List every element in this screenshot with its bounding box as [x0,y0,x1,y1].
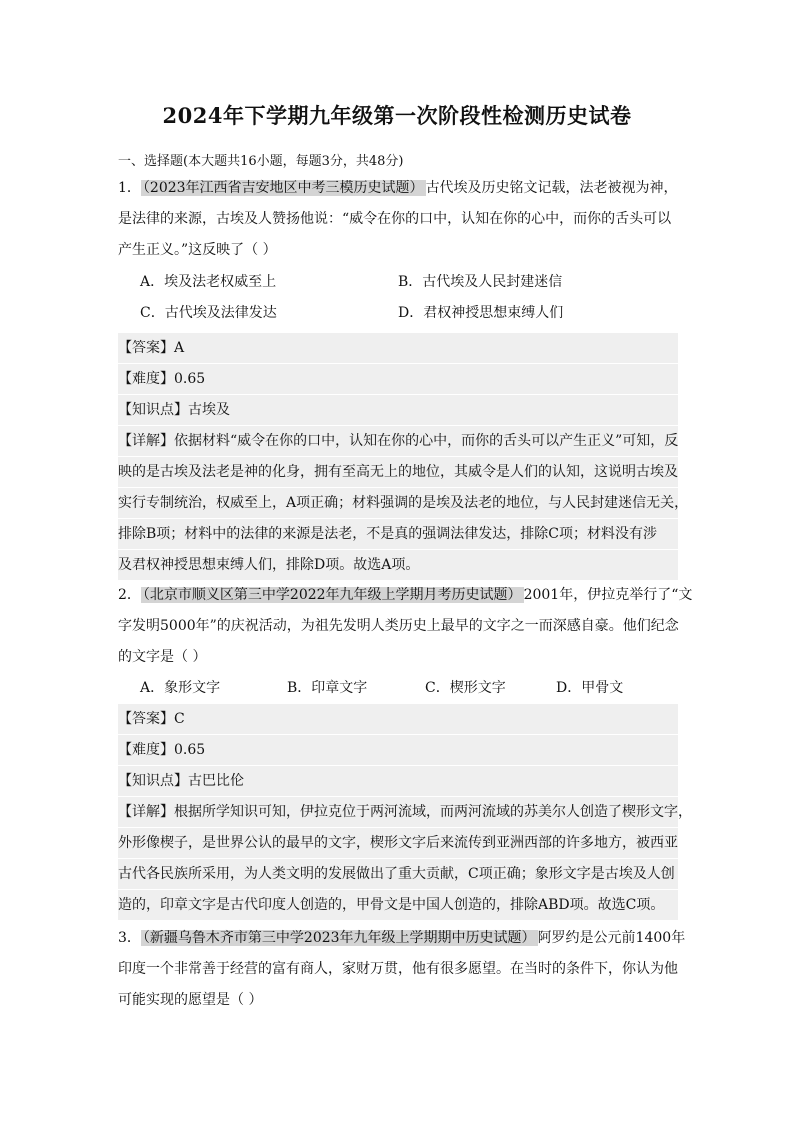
question-number: 1． [118,180,141,196]
q2-knowledge: 【知识点】古巴比伦 [118,766,678,796]
question-2-line-2: 字发明5000年”的庆祝活动，为祖先发明人类历史上最早的文字之一而深感自豪。他们纪念 [118,618,679,634]
question-number: 2． [118,587,141,603]
q1-answer: 【答案】A [118,333,678,363]
question-source: （2023年江西省吉安地区中考三模历史试题） [142,180,424,196]
q1-option-b: B．古代埃及人民封建迷信 [398,274,563,290]
q1-option-c: C．古代埃及法律发达 [140,305,277,321]
q1-option-a: A．埃及法老权威至上 [140,274,277,290]
question-3-line-3: 可能实现的愿望是（ ） [118,992,263,1008]
q2-detail-4: 造的，印章文字是古代印度人创造的，甲骨文是中国人创造的，排除ABD项。故选C项。 [118,890,678,920]
question-source: （新疆乌鲁木齐市第三中学2023年九年级上学期期中历史试题） [142,930,536,946]
q1-detail-2: 映的是古埃及法老是神的化身，拥有至高无上的地位，其威令是人们的认知，这说明古埃及 [118,457,678,487]
q2-option-a: A．象形文字 [140,680,221,696]
q1-knowledge: 【知识点】古埃及 [118,395,678,425]
q2-option-b: B．印章文字 [287,680,368,696]
q2-option-d: D．甲骨文 [556,680,624,696]
question-2-line-3: 的文字是（ ） [118,649,207,665]
q2-answer: 【答案】C [118,704,678,734]
q2-option-c: C．楔形文字 [425,680,506,696]
q2-detail-1: 【详解】根据所学知识可知，伊拉克位于两河流域，而两河流域的苏美尔人创造了楔形文字， [118,797,678,827]
question-number: 3． [118,930,141,946]
q1-detail-3: 实行专制统治，权威至上，A项正确；材料强调的是埃及法老的地位，与人民封建迷信无关， [118,488,678,518]
section-heading: 一、选择题(本大题共16小题，每题3分，共48分) [118,154,404,169]
question-source: （北京市顺义区第三中学2022年九年级上学期月考历史试题） [142,587,522,603]
question-text: 2001年，伊拉克举行了“文 [523,587,693,603]
question-3-line-2: 印度一个非常善于经营的富有商人，家财万贯，他有很多愿望。在当时的条件下，你认为他 [118,961,678,977]
q2-detail-3: 古代各民族所采用，为人类文明的发展做出了重大贡献，C项正确；象形文字是古埃及人创 [118,859,678,889]
page-title: 2024年下学期九年级第一次阶段性检测历史试卷 [162,103,632,128]
question-text: 阿罗约是公元前1400年 [537,930,686,946]
q2-difficulty: 【难度】0.65 [118,735,678,765]
q1-detail-4: 排除B项；材料中的法律的来源是法老，不是真的强调法律发达，排除C项；材料没有涉 [118,519,678,549]
question-1-line-1 [118,178,678,198]
question-text: 古代埃及历史铭文记载，法老被视为神， [425,180,678,196]
q2-detail-2: 外形像楔子，是世界公认的最早的文字，楔形文字后来流传到亚洲西部的许多地方，被西亚 [118,828,678,858]
q1-detail-1: 【详解】依据材料“威令在你的口中，认知在你的心中，而你的舌头可以产生正义”可知，反 [118,426,678,456]
question-2-line-1 [118,585,693,605]
q1-difficulty: 【难度】0.65 [118,364,678,394]
q1-option-d: D．君权神授思想束缚人们 [398,305,564,321]
question-1-line-3: 产生正义。”这反映了（ ） [118,242,277,258]
question-1-line-2: 是法律的来源，古埃及人赞扬他说：“威令在你的口中，认知在你的心中，而你的舌头可以 [118,211,672,227]
q1-detail-5: 及君权神授思想束缚人们，排除D项。故选A项。 [118,550,678,580]
question-3-line-1 [118,928,686,948]
